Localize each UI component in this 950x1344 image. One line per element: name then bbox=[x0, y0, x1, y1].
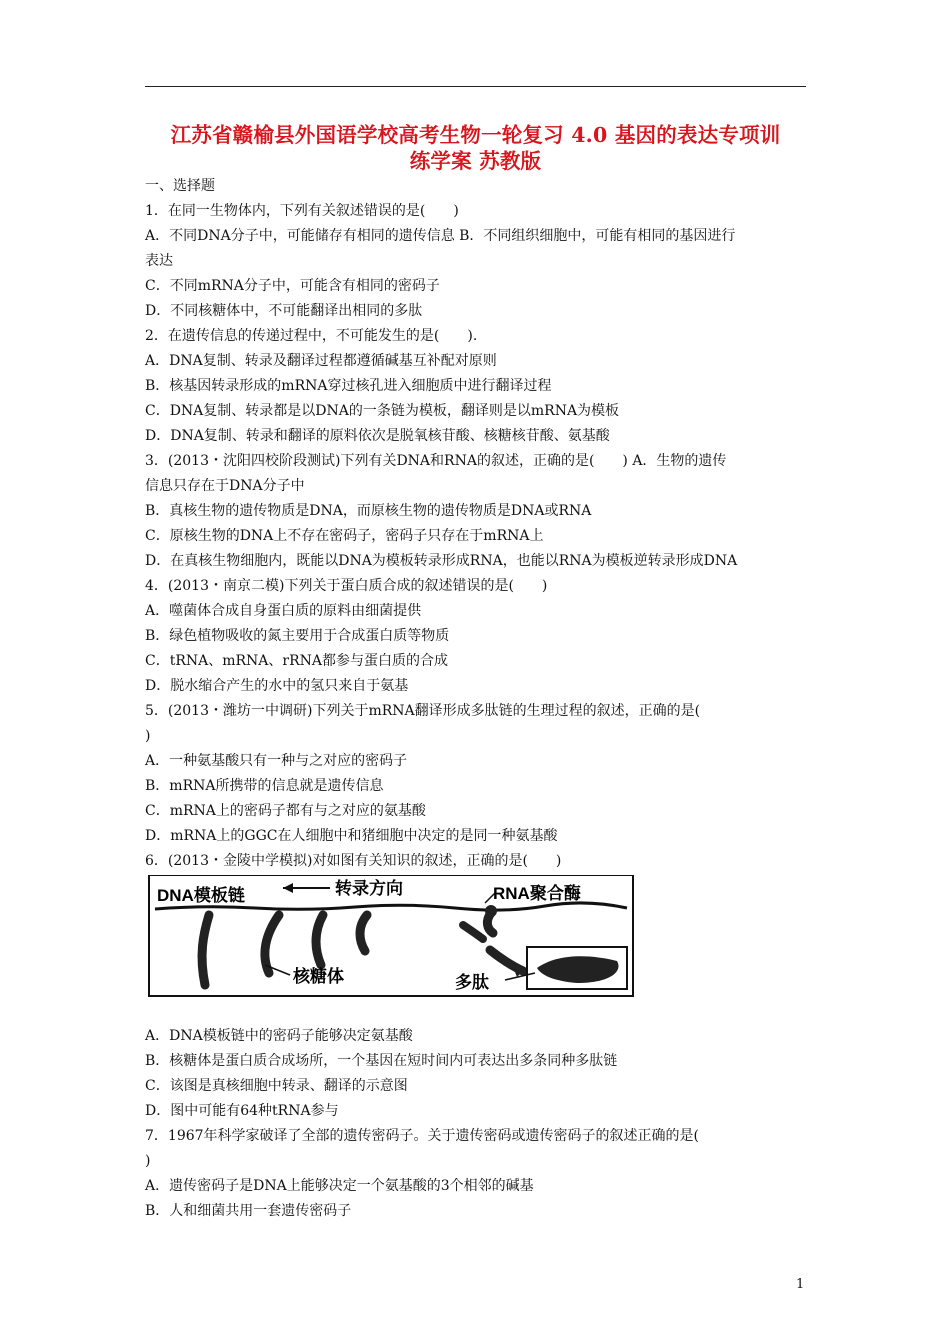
question-5-option-b: B．mRNA所携带的信息就是遗传信息 bbox=[145, 778, 384, 794]
header-rule bbox=[145, 86, 806, 87]
question-2-stem: 2．在遗传信息的传递过程中，不可能发生的是( ). bbox=[145, 328, 478, 344]
question-5-option-d: D．mRNA上的GGC在人细胞中和猪细胞中决定的是同一种氨基酸 bbox=[145, 828, 558, 844]
polypeptide-label: 多肽 bbox=[455, 973, 489, 992]
question-1-option-c: C．不同mRNA分子中，可能含有相同的密码子 bbox=[145, 278, 440, 294]
rna-polymerase-blob bbox=[485, 905, 497, 917]
question-6-stem: 6．(2013・金陵中学模拟)对如图有关知识的叙述，正确的是( ) bbox=[145, 853, 562, 869]
question-5-option-a: A．一种氨基酸只有一种与之对应的密码子 bbox=[145, 753, 408, 769]
question-3-option-b: B．真核生物的遗传物质是DNA，而原核生物的遗传物质是DNA或RNA bbox=[145, 503, 592, 519]
question-7-stem: 7．1967年科学家破译了全部的遗传密码子。关于遗传密码或遗传密码子的叙述正确的是( bbox=[145, 1128, 699, 1144]
question-6-option-b: B．核糖体是蛋白质合成场所，一个基因在短时间内可表达出多条同种多肽链 bbox=[145, 1053, 618, 1069]
question-3-stem: 3．(2013・沈阳四校阶段测试)下列有关DNA和RNA的叙述，正确的是( ) A．生物的遗传 bbox=[145, 453, 727, 469]
question-1-stem: 1．在同一生物体内，下列有关叙述错误的是( ) bbox=[145, 203, 459, 219]
question-6-option-c: C．该图是真核细胞中转录、翻译的示意图 bbox=[145, 1078, 408, 1094]
question-2-option-d: D．DNA复制、转录和翻译的原料依次是脱氧核苷酸、核糖核苷酸、氨基酸 bbox=[145, 428, 610, 444]
question-7-stem-cont: ) bbox=[145, 1153, 151, 1169]
question-5-option-c: C．mRNA上的密码子都有与之对应的氨基酸 bbox=[145, 803, 426, 819]
page-number: 1 bbox=[796, 1277, 805, 1292]
document-title bbox=[145, 122, 806, 174]
dna-template-label: DNA模板链 bbox=[157, 886, 245, 905]
question-7-option-a: A．遗传密码子是DNA上能够决定一个氨基酸的3个相邻的碱基 bbox=[145, 1178, 534, 1194]
question-1-option-b-cont: 表达 bbox=[145, 253, 173, 269]
title-line-2: 练学案 苏教版 bbox=[409, 149, 542, 173]
ribosome-label: 核糖体 bbox=[293, 967, 344, 986]
question-3-option-a-cont: 信息只存在于DNA分子中 bbox=[145, 478, 305, 494]
question-4-stem: 4．(2013・南京二模)下列关于蛋白质合成的叙述错误的是( ) bbox=[145, 578, 548, 594]
question-2-option-c: C．DNA复制、转录都是以DNA的一条链为模板，翻译则是以mRNA为模板 bbox=[145, 403, 620, 419]
question-7-option-b: B．人和细菌共用一套遗传密码子 bbox=[145, 1203, 352, 1219]
question-3-option-d: D．在真核生物细胞内，既能以DNA为模板转录形成RNA，也能以RNA为模板逆转录形成DNA bbox=[145, 553, 738, 569]
transcription-translation-figure bbox=[145, 875, 635, 998]
question-4-option-c: C．tRNA、mRNA、rRNA都参与蛋白质的合成 bbox=[145, 653, 449, 669]
question-3-option-c: C．原核生物的DNA上不存在密码子，密码子只存在于mRNA上 bbox=[145, 528, 544, 544]
question-5-stem: 5．(2013・潍坊一中调研)下列关于mRNA翻译形成多肽链的生理过程的叙述，正确的是( bbox=[145, 703, 701, 719]
transcription-direction-label: 转录方向 bbox=[335, 879, 403, 898]
question-4-option-a: A．噬菌体合成自身蛋白质的原料由细菌提供 bbox=[145, 603, 422, 619]
question-2-option-b: B．核基因转录形成的mRNA穿过核孔进入细胞质中进行翻译过程 bbox=[145, 378, 552, 394]
question-4-option-d: D．脱水缩合产生的水中的氢只来自于氨基 bbox=[145, 678, 409, 694]
question-6-option-d: D．图中可能有64种tRNA参与 bbox=[145, 1103, 339, 1119]
question-5-stem-cont: ) bbox=[145, 728, 151, 744]
question-2-option-a: A．DNA复制、转录及翻译过程都遵循碱基互补配对原则 bbox=[145, 353, 497, 369]
question-6-option-a: A．DNA模板链中的密码子能够决定氨基酸 bbox=[145, 1028, 413, 1044]
section-heading: 一、选择题 bbox=[145, 178, 215, 194]
question-4-option-b: B．绿色植物吸收的氮主要用于合成蛋白质等物质 bbox=[145, 628, 450, 644]
title-line-1: 江苏省赣榆县外国语学校高考生物一轮复习 4.0 基因的表达专项训 bbox=[170, 123, 781, 147]
rna-polymerase-label: RNA聚合酶 bbox=[493, 884, 581, 903]
question-1-option-ab: A．不同DNA分子中，可能储存有相同的遗传信息 B．不同组织细胞中，可能有相同的基因进行 bbox=[145, 228, 736, 244]
question-1-option-d: D．不同核糖体中，不可能翻译出相同的多肽 bbox=[145, 303, 423, 319]
